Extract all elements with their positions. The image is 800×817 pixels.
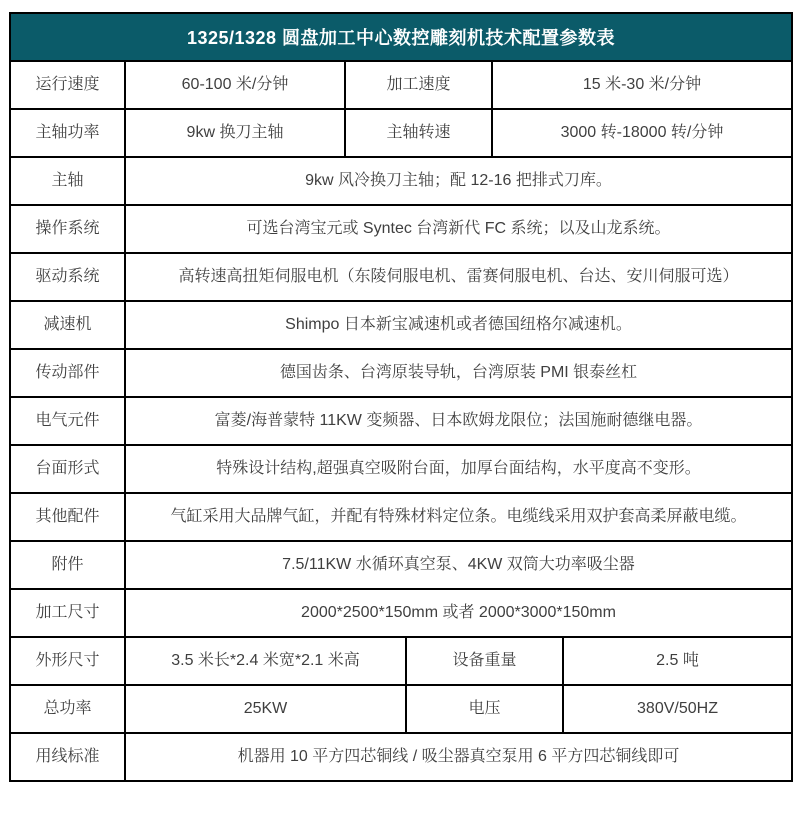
table-row bbox=[11, 110, 791, 158]
spec-label-cell: 驱动系统 bbox=[11, 254, 126, 300]
table-title: 1325/1328 圆盘加工中心数控雕刻机技术配置参数表 bbox=[186, 28, 616, 48]
spec-label-cell: 外形尺寸 bbox=[11, 638, 126, 684]
spec-value-cell: 高转速高扭矩伺服电机（东陵伺服电机、雷赛伺服电机、台达、安川伺服可选） bbox=[178, 267, 739, 285]
spec-value-cell: 3000 转-18000 转/分钟 bbox=[560, 123, 724, 141]
table-row bbox=[11, 686, 791, 734]
spec-value-cell: 2.5 吨 bbox=[656, 651, 699, 669]
table-row bbox=[11, 446, 791, 494]
spec-value-cell: 富菱/海普蒙特 11KW 变频器、日本欧姆龙限位；法国施耐德继电器。 bbox=[214, 411, 703, 429]
spec-label-cell: 附件 bbox=[11, 542, 126, 588]
spec-table bbox=[9, 12, 793, 782]
table-row bbox=[11, 254, 791, 302]
spec-value-cell: 3.5 米长*2.4 米宽*2.1 米高 bbox=[126, 638, 407, 684]
spec-label-cell: 加工速度 bbox=[346, 62, 493, 108]
table-row bbox=[11, 638, 791, 686]
table-row bbox=[11, 302, 791, 350]
spec-value-cell: 气缸采用大品牌气缸，并配有特殊材料定位条。电缆线采用双护套高柔屏蔽电缆。 bbox=[170, 507, 747, 525]
table-row bbox=[11, 542, 791, 590]
table-row bbox=[11, 734, 791, 780]
spec-value-cell: 9kw 风冷换刀主轴；配 12-16 把排式刀库。 bbox=[305, 171, 612, 189]
spec-label-cell: 传动部件 bbox=[11, 350, 126, 396]
spec-label-cell: 主轴转速 bbox=[346, 110, 493, 156]
spec-value-cell: 特殊设计结构,超强真空吸附台面，加厚台面结构，水平度高不变形。 bbox=[216, 459, 701, 477]
spec-label-cell: 用线标准 bbox=[11, 734, 126, 780]
spec-value-cell: 机器用 10 平方四芯铜线 / 吸尘器真空泵用 6 平方四芯铜线即可 bbox=[237, 747, 680, 765]
spec-label-cell: 总功率 bbox=[11, 686, 126, 732]
table-row bbox=[11, 206, 791, 254]
table-row bbox=[11, 158, 791, 206]
spec-value-cell: 60-100 米/分钟 bbox=[126, 62, 346, 108]
table-header bbox=[11, 14, 791, 62]
spec-value-cell: 7.5/11KW 水循环真空泵、4KW 双筒大功率吸尘器 bbox=[282, 555, 635, 573]
table-row bbox=[11, 350, 791, 398]
spec-value-cell: 可选台湾宝元或 Syntec 台湾新代 FC 系统；以及山龙系统。 bbox=[246, 219, 671, 237]
table-row bbox=[11, 62, 791, 110]
spec-label-cell: 运行速度 bbox=[11, 62, 126, 108]
spec-value-cell: 380V/50HZ bbox=[637, 699, 718, 717]
table-row bbox=[11, 494, 791, 542]
spec-value-cell: 15 米-30 米/分钟 bbox=[582, 75, 702, 93]
spec-label-cell: 设备重量 bbox=[407, 638, 564, 684]
spec-label-cell: 电压 bbox=[407, 686, 564, 732]
spec-label-cell: 台面形式 bbox=[11, 446, 126, 492]
spec-label-cell: 其他配件 bbox=[11, 494, 126, 540]
spec-label-cell: 加工尺寸 bbox=[11, 590, 126, 636]
spec-value-cell: 9kw 换刀主轴 bbox=[126, 110, 346, 156]
spec-label-cell: 主轴功率 bbox=[11, 110, 126, 156]
spec-value-cell: 25KW bbox=[126, 686, 407, 732]
spec-label-cell: 减速机 bbox=[11, 302, 126, 348]
spec-label-cell: 主轴 bbox=[11, 158, 126, 204]
spec-label-cell: 操作系统 bbox=[11, 206, 126, 252]
table-row bbox=[11, 590, 791, 638]
spec-label-cell: 电气元件 bbox=[11, 398, 126, 444]
spec-value-cell: Shimpo 日本新宝减速机或者德国纽格尔减速机。 bbox=[285, 315, 632, 333]
spec-value-cell: 2000*2500*150mm 或者 2000*3000*150mm bbox=[301, 603, 616, 621]
table-row bbox=[11, 398, 791, 446]
spec-value-cell: 德国齿条、台湾原装导轨，台湾原装 PMI 银泰丝杠 bbox=[279, 363, 638, 381]
